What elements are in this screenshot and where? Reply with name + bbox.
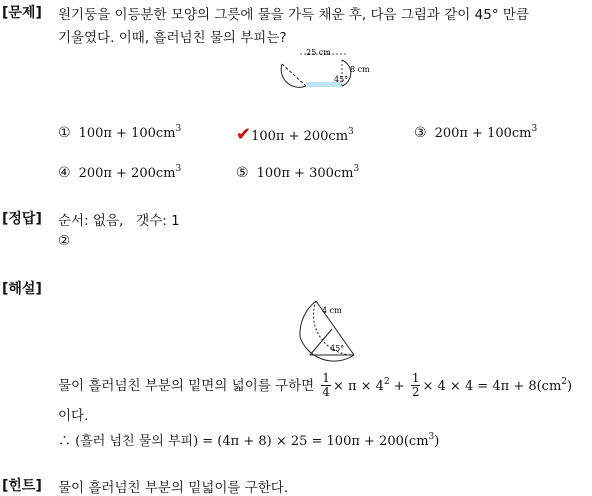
fig1-label-side: 8 cm (350, 65, 370, 74)
choice-2[interactable]: ✔100π + $200cm^3$ (236, 124, 354, 145)
fraction-one-half: $\frac{1}{2}$ (411, 371, 420, 399)
choice-5-number: ⑤ (236, 165, 249, 181)
choice-4[interactable]: ④ $200\pi + 200cm^3$ (58, 164, 182, 181)
choice-1-text: 100π + 100cm (78, 126, 176, 141)
answer-line-2: ② (58, 233, 71, 249)
sector-figure (292, 297, 362, 363)
fig2-label-angle: 45° (330, 344, 345, 353)
choice-3-number: ③ (414, 125, 427, 141)
choice-5-text: 100π + 300cm (256, 166, 354, 181)
choice-4-text: 200π + 200cm (78, 166, 176, 181)
hint-tag: [힌트] (2, 478, 42, 494)
tilted-container-figure (276, 46, 376, 92)
fig2-label-len: 4 cm (322, 306, 342, 315)
answer-tag: [정답] (2, 211, 42, 227)
hint-text: 물이 흘러넘친 부분의 밑넓이를 구한다. (58, 480, 289, 496)
explanation-line-2: 이다. (58, 408, 89, 424)
explanation-tag: [해설] (2, 281, 42, 297)
fig1-label-top: 25 cm (306, 48, 331, 57)
problem-tag: [문제] (2, 5, 42, 21)
choice-3[interactable]: ③ $200\pi + 100cm^3$ (414, 124, 538, 141)
answer-line-1: 순서: 없음, 갯수: 1 (58, 213, 180, 229)
choice-1-number: ① (58, 125, 71, 141)
check-mark-icon: ✔ (236, 124, 252, 145)
choice-4-number: ④ (58, 165, 71, 181)
choice-5[interactable]: ⑤ $100\pi + 300cm^3$ (236, 164, 360, 181)
question-line-2: 기울였다. 이때, 흘러넘친 물의 부피는? (58, 30, 287, 46)
explanation-line-1: 물이 흘러넘친 부분의 밑면의 넓이를 구하면 $\frac{1}{4}$ × $\pi \times 4^2$ + $\frac{1}{2}$ × $4 \times 4 = 4\pi + 8(cm^2)$ (58, 371, 573, 399)
explanation-line-3: ∴ (흘러 넘친 물의 부피) = $(4\pi + 8) \times 25 = 100\pi + 200(cm^3)$ (58, 432, 440, 449)
fraction-one-quarter: $\frac{1}{4}$ (322, 371, 330, 399)
fig1-label-angle: 45° (334, 75, 349, 84)
choice-3-text: 200π + 100cm (434, 126, 532, 141)
choice-1[interactable]: ① $100\pi + 100cm^3$ (58, 124, 182, 141)
choice-2-text: 100π + 200cm (251, 129, 349, 144)
question-line-1: 원기둥을 이등분한 모양의 그릇에 물을 가득 채운 후, 다음 그림과 같이 45° 만큼 (58, 7, 529, 23)
